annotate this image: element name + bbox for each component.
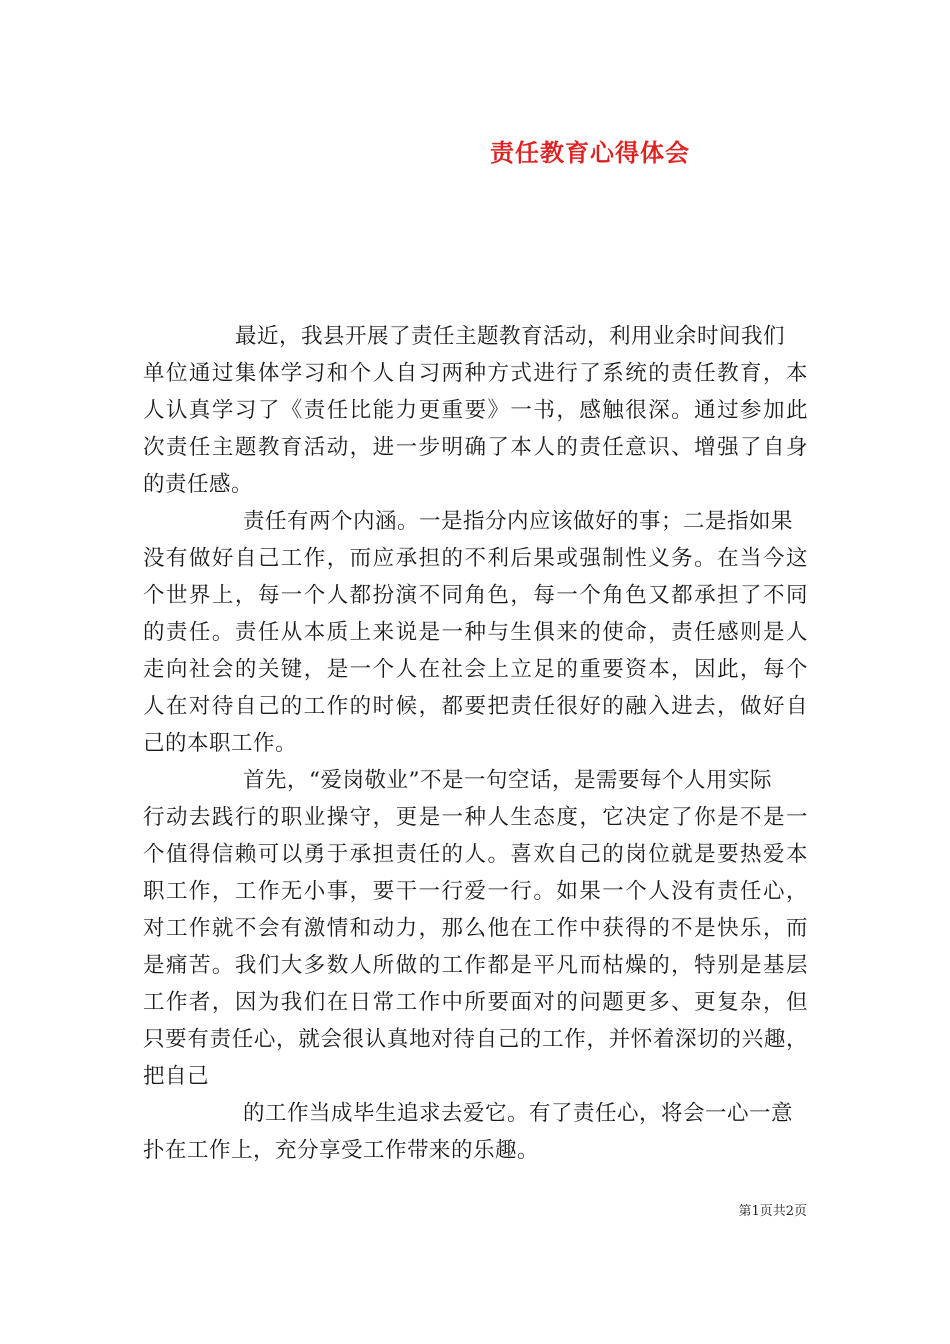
text-line: 是痛苦。我们大多数人所做的工作都是平凡而枯燥的，特别是基层 (143, 953, 808, 978)
text-line: 走向社会的关键，是一个人在社会上立足的重要资本，因此，每个 (143, 657, 808, 682)
text-line: 行动去践行的职业操守，更是一种人生态度，它决定了你是不是一 (143, 805, 808, 830)
text-line: 个世界上，每一个人都扮演不同角色，每一个角色又都承担了不同 (143, 583, 808, 608)
text-line: 把自己 (143, 1064, 210, 1089)
text-line: 首先，“爱岗敬业”不是一句空话，是需要每个人用实际 (243, 768, 772, 793)
text-line: 人认真学习了《责任比能力更重要》一书，感触很深。通过参加此 (143, 398, 808, 423)
text-line: 对工作就不会有激情和动力，那么他在工作中获得的不是快乐，而 (143, 916, 808, 941)
text-line: 最近，我县开展了责任主题教育活动，利用业余时间我们 (235, 324, 786, 349)
text-line: 职工作，工作无小事，要干一行爱一行。如果一个人没有责任心， (143, 879, 808, 904)
document-body (143, 318, 808, 1169)
text-line: 单位通过集体学习和个人自习两种方式进行了系统的责任教育，本 (143, 361, 808, 386)
text-line: 没有做好自己工作，而应承担的不利后果或强制性义务。在当今这 (143, 546, 808, 571)
text-line: 次责任主题教育活动，进一步明确了本人的责任意识、增强了自身 (143, 435, 808, 460)
page-number: 第1页共2页 (738, 1204, 807, 1219)
text-line: 只要有责任心，就会很认真地对待自己的工作，并怀着深切的兴趣， (143, 1027, 808, 1052)
text-line: 责任有两个内涵。一是指分内应该做好的事；二是指如果 (243, 509, 794, 534)
text-line: 扑在工作上，充分享受工作带来的乐趣。 (143, 1138, 540, 1163)
text-line: 的责任感。 (143, 472, 254, 497)
text-line: 的责任。责任从本质上来说是一种与生俱来的使命，责任感则是人 (143, 620, 808, 645)
text-line: 工作者，因为我们在日常工作中所要面对的问题更多、更复杂，但 (143, 990, 808, 1015)
text-line: 的工作当成毕生追求去爱它。有了责任心，将会一心一意 (243, 1101, 794, 1126)
text-line: 人在对待自己的工作的时候，都要把责任很好的融入进去，做好自 (143, 694, 808, 719)
text-line: 个值得信赖可以勇于承担责任的人。喜欢自己的岗位就是要热爱本 (143, 842, 808, 867)
text-line: 己的本职工作。 (143, 731, 298, 756)
document-title: 责任教育心得体会 (490, 138, 690, 167)
